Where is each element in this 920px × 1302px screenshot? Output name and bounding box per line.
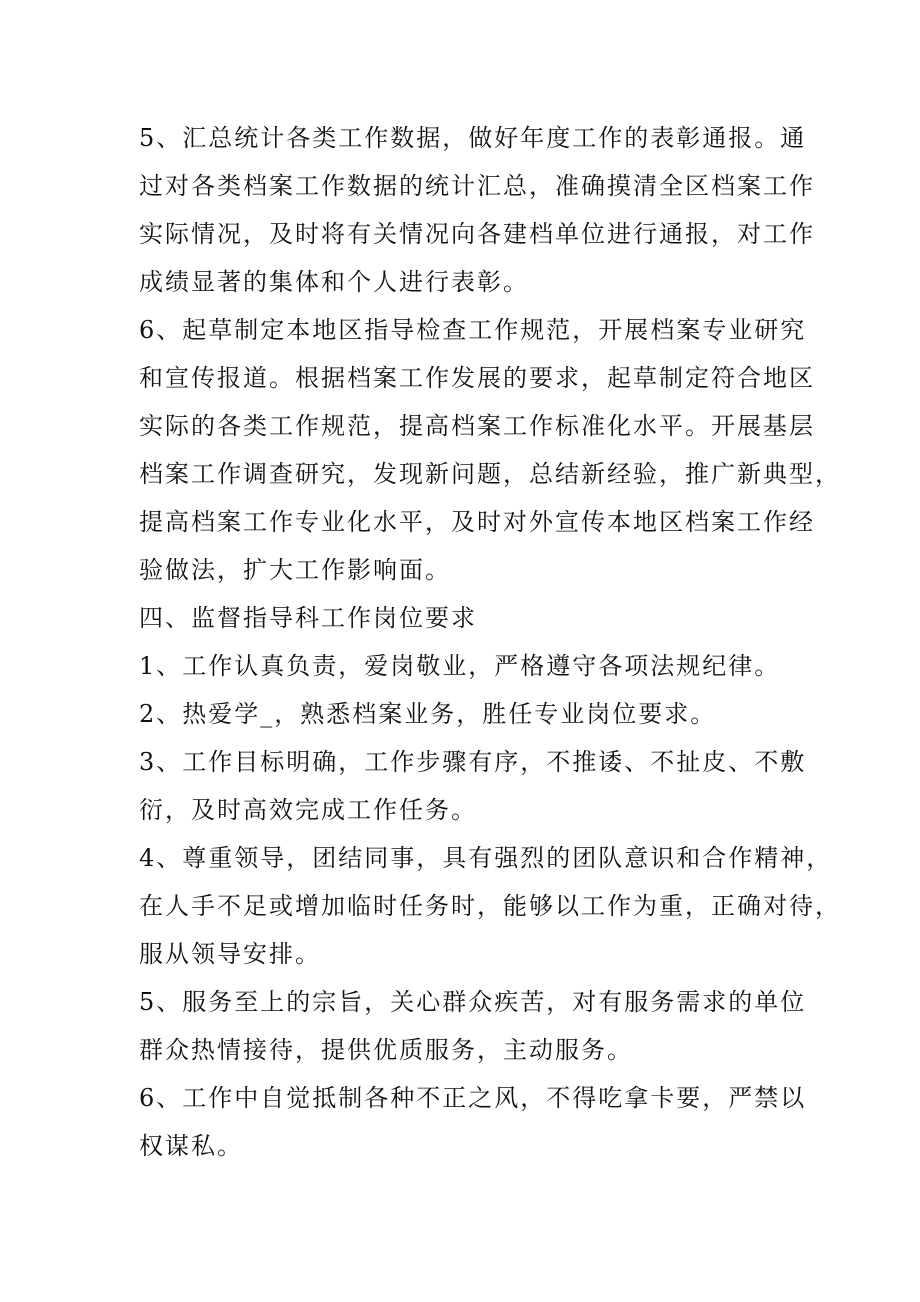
text-line: 3、工作目标明确，工作步骤有序，不推诿、不扯皮、不敷 xyxy=(139,748,807,776)
text-line: 实际情况，及时将有关情况向各建档单位进行通报，对工作 xyxy=(139,220,815,248)
text-line: 和宣传报道。根据档案工作发展的要求，起草制定符合地区 xyxy=(139,364,815,392)
text-line: 衍，及时高效完成工作任务。 xyxy=(139,796,477,824)
text-line: 验做法，扩大工作影响面。 xyxy=(139,556,451,584)
section-heading: 四、监督指导科工作岗位要求 xyxy=(139,604,477,632)
text-line: 6、起草制定本地区指导检查工作规范，开展档案专业研究 xyxy=(139,316,807,344)
text-line: 档案工作调查研究，发现新问题，总结新经验，推广新典型， xyxy=(139,460,841,488)
text-line: 5、汇总统计各类工作数据，做好年度工作的表彰通报。通 xyxy=(139,124,807,152)
text-line: 提高档案工作专业化水平，及时对外宣传本地区档案工作经 xyxy=(139,508,815,536)
document-body xyxy=(139,114,841,1170)
text-line: 1、工作认真负责，爱岗敬业，严格遵守各项法规纪律。 xyxy=(139,652,781,680)
text-line: 在人手不足或增加临时任务时，能够以工作为重，正确对待， xyxy=(139,892,841,920)
text-line: 6、工作中自觉抵制各种不正之风，不得吃拿卡要，严禁以 xyxy=(139,1084,807,1112)
text-line: 2、热爱学_，熟悉档案业务，胜任专业岗位要求。 xyxy=(139,700,717,728)
text-line: 过对各类档案工作数据的统计汇总，准确摸清全区档案工作 xyxy=(139,172,815,200)
text-line: 成绩显著的集体和个人进行表彰。 xyxy=(139,268,529,296)
text-line: 权谋私。 xyxy=(139,1132,243,1160)
text-line: 5、服务至上的宗旨，关心群众疾苦，对有服务需求的单位 xyxy=(139,988,807,1016)
text-line: 4、尊重领导，团结同事，具有强烈的团队意识和合作精神， xyxy=(139,844,833,872)
text-line: 实际的各类工作规范，提高档案工作标准化水平。开展基层 xyxy=(139,412,815,440)
text-line: 服从领导安排。 xyxy=(139,940,321,968)
text-line: 群众热情接待，提供优质服务，主动服务。 xyxy=(139,1036,633,1064)
